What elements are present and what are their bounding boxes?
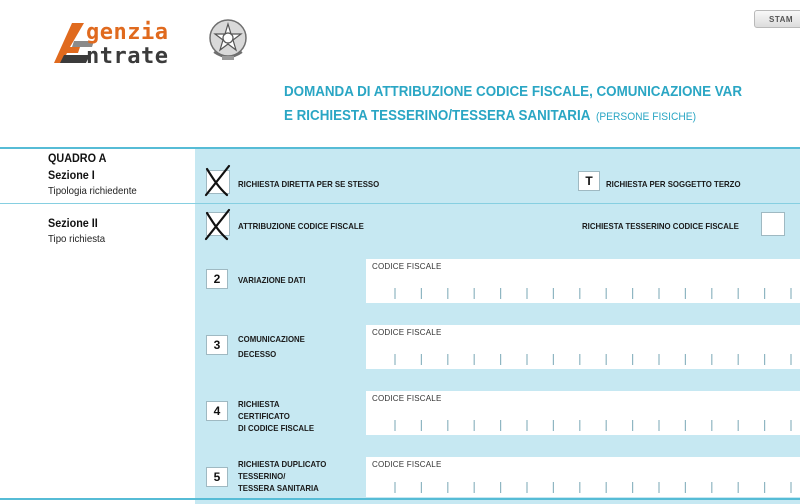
- document-title-line2: E RICHIESTA TESSERINO/TESSERA SANITARIA: [284, 108, 591, 124]
- item-label-line: DECESSO: [238, 349, 277, 359]
- italian-republic-emblem-icon: [206, 16, 250, 64]
- codice-fiscale-field[interactable]: [366, 391, 800, 435]
- codice-fiscale-label: CODICE FISCALE: [372, 460, 442, 469]
- codice-fiscale-field[interactable]: [366, 259, 800, 303]
- checkmark-x-icon: [202, 207, 232, 241]
- item-label-decesso: [238, 333, 305, 360]
- sezione1-title: Sezione I: [48, 168, 95, 182]
- form-bottom-rule: [0, 498, 800, 500]
- item-number-3[interactable]: 3: [206, 335, 228, 355]
- item-label-line: DI CODICE FISCALE: [238, 423, 315, 433]
- item-number-4[interactable]: 4: [206, 401, 228, 421]
- item-label-line: VARIAZIONE DATI: [238, 275, 306, 285]
- attribuzione-label: ATTRIBUZIONE CODICE FISCALE: [238, 221, 364, 231]
- logo-text-line2: ntrate: [86, 44, 169, 69]
- item-label-certificato: [238, 398, 314, 434]
- item-label-line: CERTIFICATO: [238, 411, 290, 421]
- option-self-label: RICHIESTA DIRETTA PER SE STESSO: [238, 179, 380, 189]
- item-label-duplicato: [238, 458, 326, 494]
- item-label-line: TESSERINO/: [238, 471, 286, 481]
- logo-text-line1: genzia: [86, 20, 169, 45]
- option-third-label: RICHIESTA PER SOGGETTO TERZO: [606, 179, 741, 189]
- item-label-line: RICHIESTA: [238, 399, 280, 409]
- print-button[interactable]: STAM: [754, 10, 800, 28]
- checkmark-x-icon: [202, 163, 232, 197]
- character-ticks: [394, 420, 794, 431]
- codice-fiscale-field[interactable]: [366, 325, 800, 369]
- item-number-5[interactable]: 5: [206, 467, 228, 487]
- document-title-subtitle: (PERSONE FISICHE): [595, 111, 696, 123]
- quadro-label: QUADRO A: [48, 151, 107, 165]
- item-label-line: TESSERA SANITARIA: [238, 483, 319, 493]
- codice-fiscale-label: CODICE FISCALE: [372, 394, 442, 403]
- checkbox-tesserino[interactable]: [761, 212, 785, 236]
- sezione1-subtitle: Tipologia richiedente: [48, 185, 137, 197]
- codice-fiscale-field[interactable]: [366, 457, 800, 497]
- sezione2-subtitle: Tipo richiesta: [48, 233, 106, 245]
- tesserino-label: RICHIESTA TESSERINO CODICE FISCALE: [582, 221, 739, 231]
- character-ticks: [394, 354, 794, 365]
- item-label-line: RICHIESTA DUPLICATO: [238, 459, 327, 469]
- codice-fiscale-label: CODICE FISCALE: [372, 328, 442, 337]
- item-number-2[interactable]: 2: [206, 269, 228, 289]
- document-title-line2-wrap: [284, 104, 742, 129]
- codice-fiscale-label: CODICE FISCALE: [372, 262, 442, 271]
- character-ticks: [394, 482, 794, 493]
- checkbox-third-party[interactable]: T: [578, 171, 600, 191]
- character-ticks: [394, 288, 794, 299]
- document-title: [284, 80, 742, 129]
- document-title-line1: DOMANDA DI ATTRIBUZIONE CODICE FISCALE, COMUNICAZIONE VAR: [284, 84, 742, 100]
- sezione2-title: Sezione II: [48, 216, 98, 230]
- item-label-variazione: [238, 274, 305, 286]
- item-label-line: COMUNICAZIONE: [238, 334, 305, 344]
- section-divider: [0, 203, 800, 204]
